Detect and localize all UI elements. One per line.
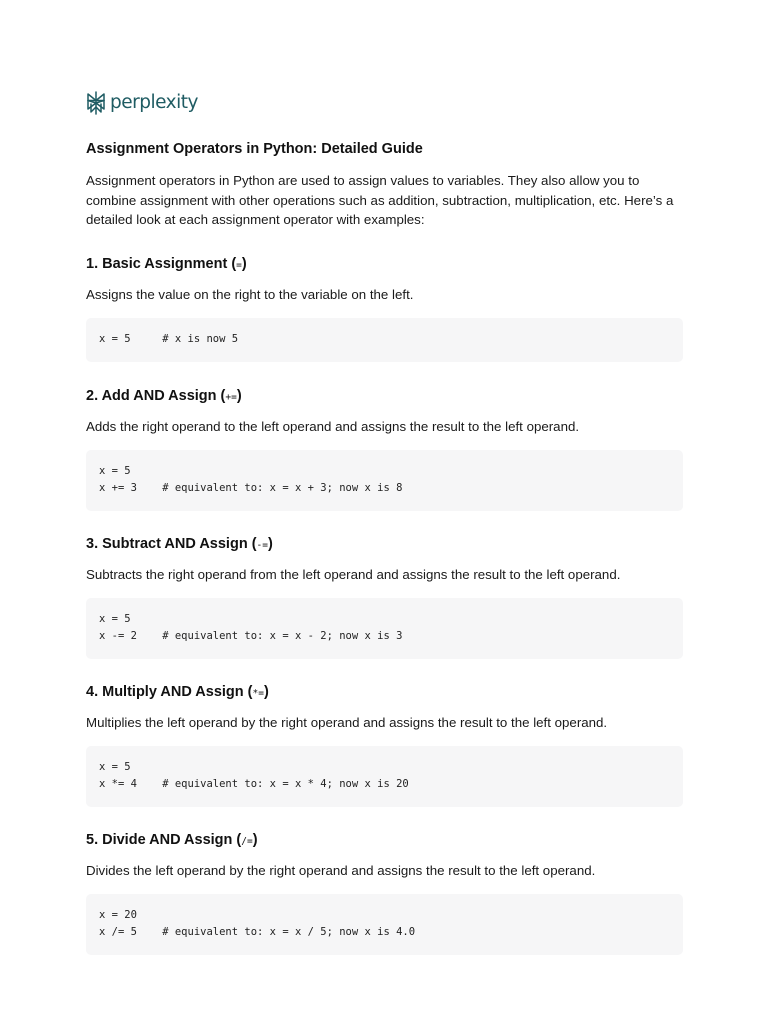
- operator-code: *=: [252, 688, 264, 699]
- section-heading-subtract-and-assign: 3. Subtract AND Assign (-=): [86, 536, 273, 552]
- code-line: x = 5: [99, 613, 131, 625]
- code-line: x = 5: [99, 761, 131, 773]
- code-block: [86, 746, 683, 807]
- section-description: Assigns the value on the right to the variable on the left.: [86, 287, 414, 302]
- code-block: [86, 318, 683, 362]
- section-heading-multiply-and-assign: 4. Multiply AND Assign (*=): [86, 684, 269, 700]
- code-line: x = 5 # x is now 5: [99, 333, 239, 345]
- code-line: x /= 5 # equivalent to: x = x / 5; now x is 4.0: [99, 926, 416, 938]
- code-block: [86, 894, 683, 955]
- section-description: Subtracts the right operand from the left operand and assigns the result to the left operand.: [86, 567, 621, 582]
- operator-code: =: [236, 260, 242, 271]
- perplexity-logo-icon: [86, 91, 106, 115]
- section-heading-basic-assignment: 1. Basic Assignment (=): [86, 256, 247, 272]
- brand-name: perplexity: [110, 92, 198, 113]
- page-title: Assignment Operators in Python: Detailed Guide: [86, 141, 423, 157]
- code-block: [86, 450, 683, 511]
- code-line: x = 20: [99, 909, 137, 921]
- section-description: Adds the right operand to the left operand and assigns the result to the left operand.: [86, 419, 580, 434]
- section-heading-divide-and-assign: 5. Divide AND Assign (/=): [86, 832, 258, 848]
- section-heading-add-and-assign: 2. Add AND Assign (+=): [86, 388, 242, 404]
- code-block: [86, 598, 683, 659]
- brand-logo: [86, 90, 198, 116]
- intro-paragraph: Assignment operators in Python are used to assign values to variables. They also allow you to combine assignment with other operations such as addition, subtraction, multiplication, etc. Here’s a detailed look at each assignment operator with examples:: [86, 173, 674, 227]
- code-line: x *= 4 # equivalent to: x = x * 4; now x is 20: [99, 778, 409, 790]
- code-line: x += 3 # equivalent to: x = x + 3; now x is 8: [99, 482, 403, 494]
- code-line: x = 5: [99, 465, 131, 477]
- operator-code: +=: [225, 392, 237, 403]
- operator-code: -=: [256, 540, 268, 551]
- code-line: x -= 2 # equivalent to: x = x - 2; now x is 3: [99, 630, 403, 642]
- section-description: Divides the left operand by the right operand and assigns the result to the left operand.: [86, 863, 596, 878]
- section-description: Multiplies the left operand by the right operand and assigns the result to the left operand.: [86, 715, 608, 730]
- operator-code: /=: [241, 836, 253, 847]
